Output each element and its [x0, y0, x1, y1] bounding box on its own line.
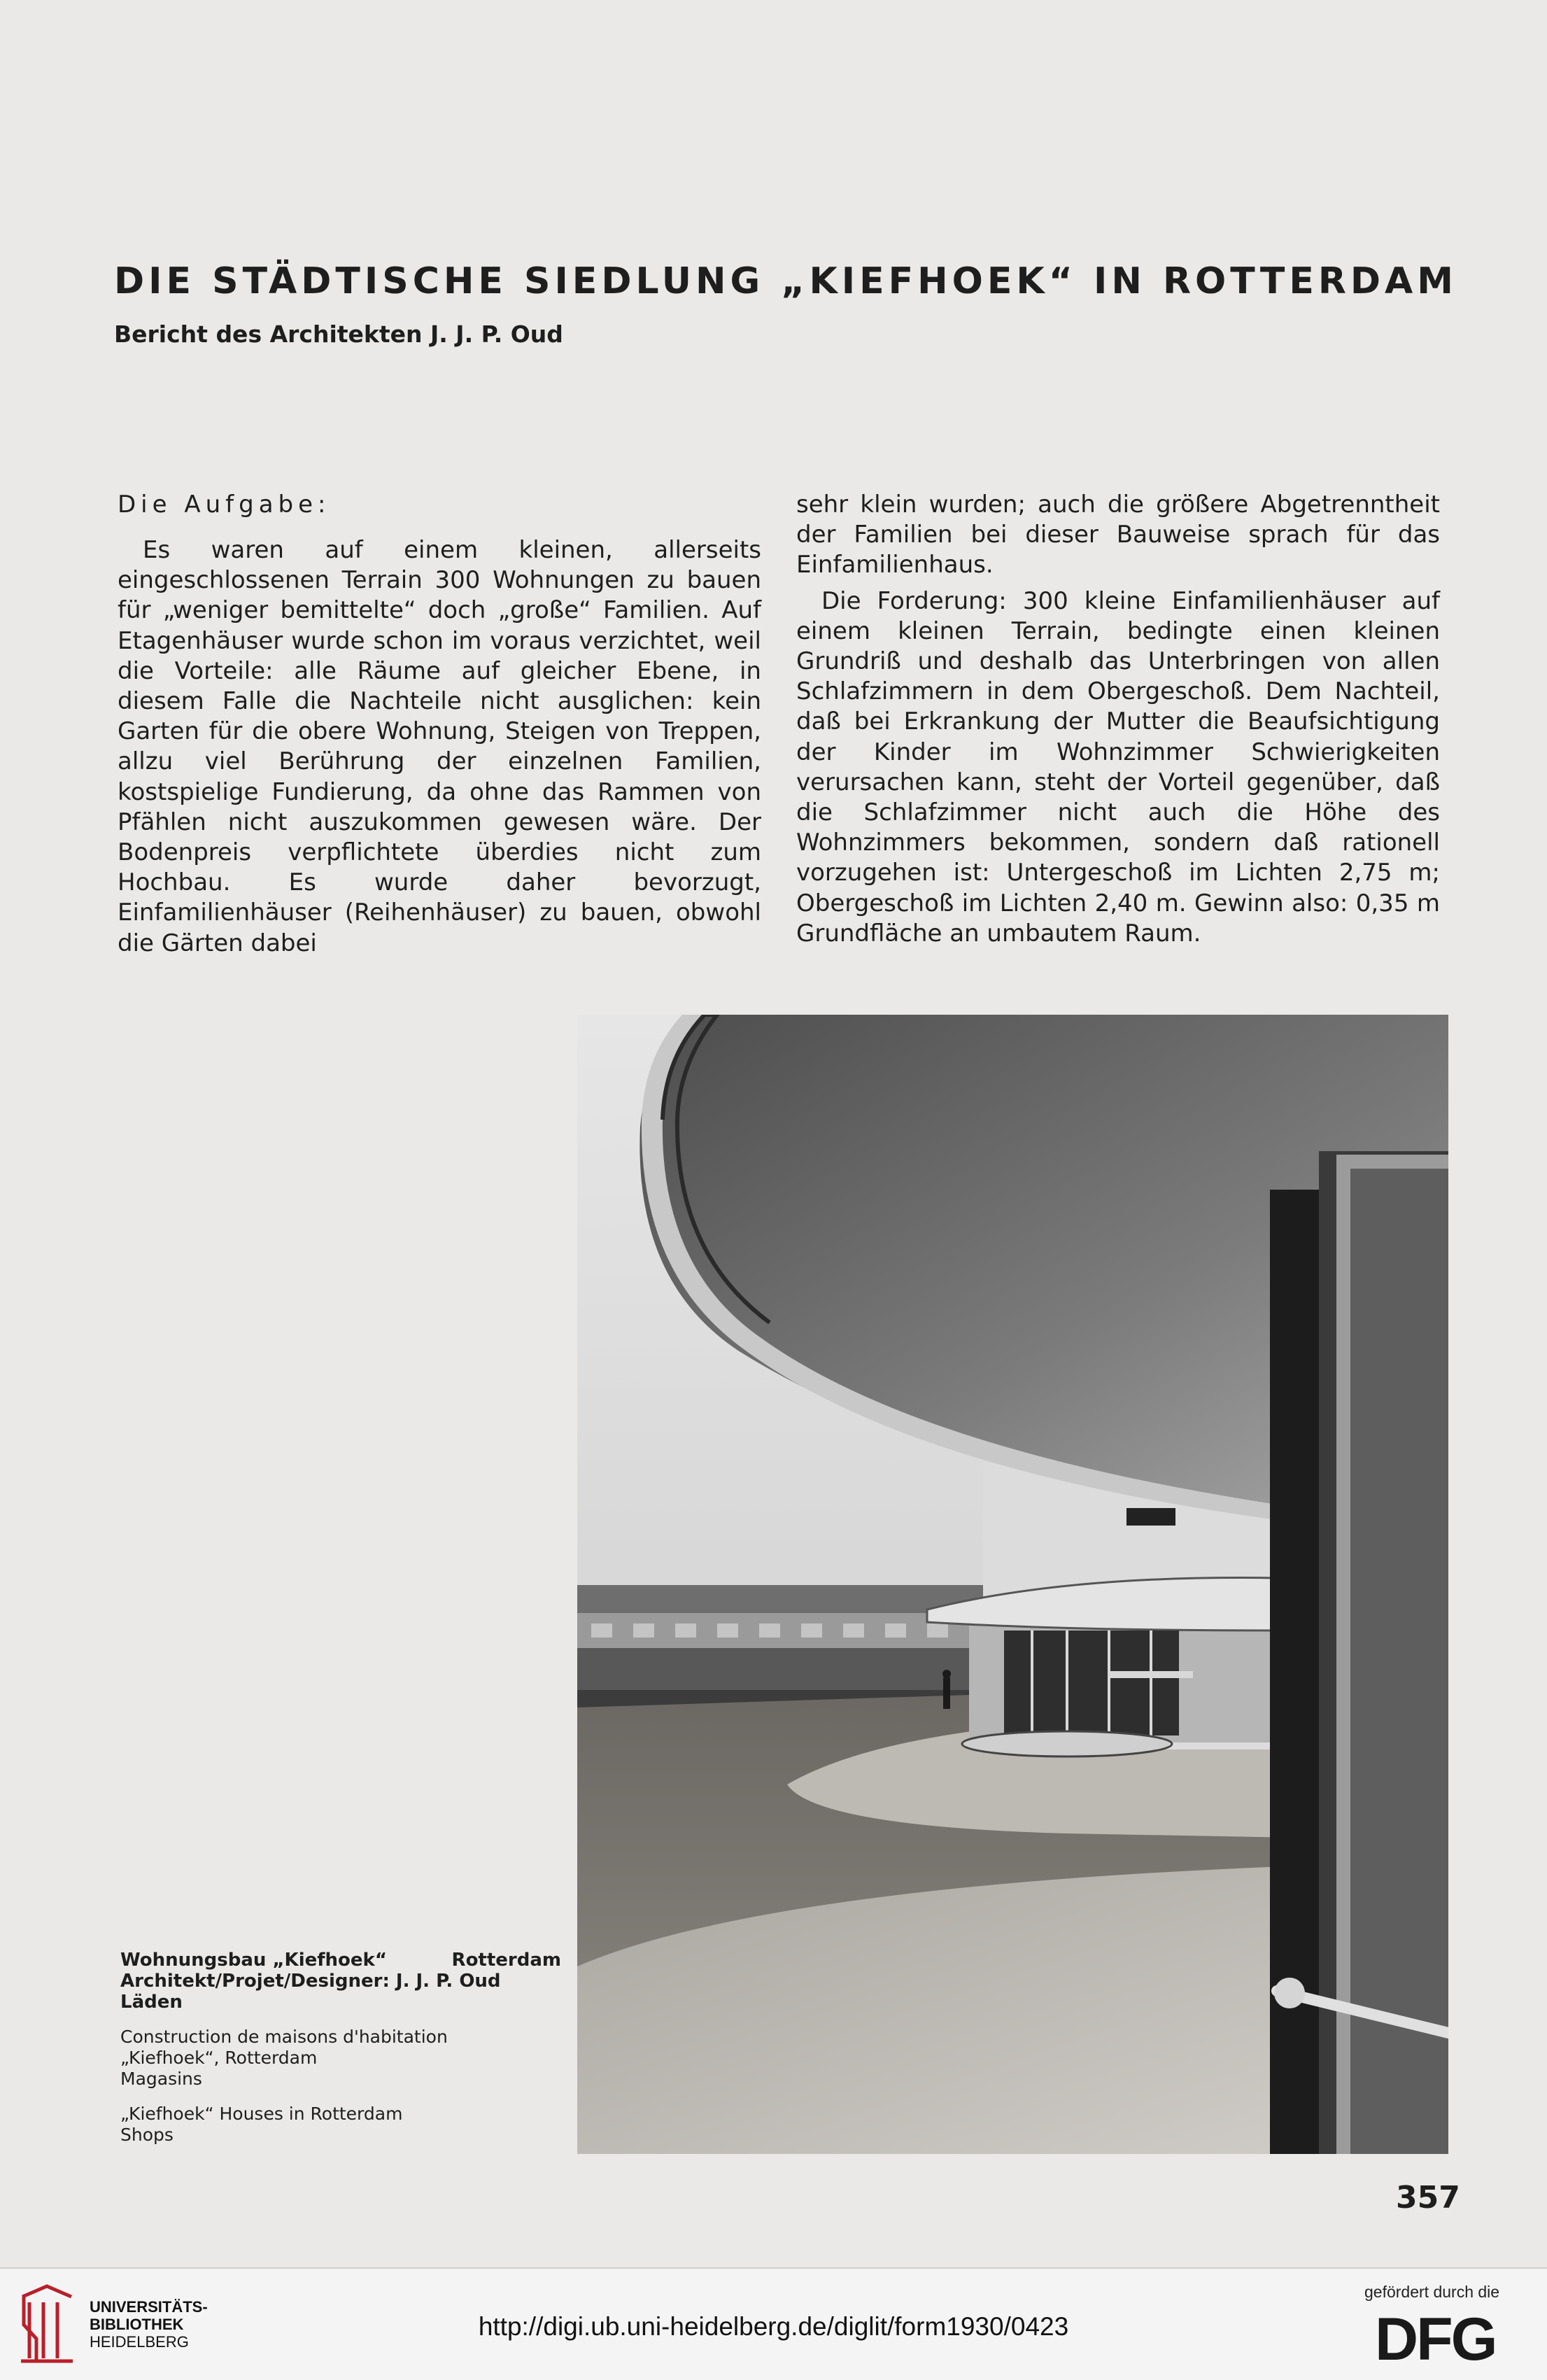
photo-caption — [120, 1950, 561, 2146]
article-subtitle: Bericht des Architekten J. J. P. Oud — [114, 321, 563, 348]
library-line: UNIVERSITÄTS- — [90, 2298, 208, 2316]
caption-line: „Kiefhoek“ Houses in Rotterdam — [120, 2104, 403, 2124]
page-number: 357 — [1396, 2180, 1460, 2216]
library-line: HEIDELBERG — [90, 2333, 189, 2351]
text-column-left — [118, 490, 761, 959]
caption-city: Rotterdam — [451, 1950, 561, 1971]
paragraph: Die Forderung: 300 kleine Einfamilienhäuser auf einem kleinen Terrain, bedingte einen kleinen Grundriß und deshalb das Unterbringen von allen Schlafzimmern in dem Obergeschoß. Dem Nachteil, daß bei Erkrankung der Mutter die Beaufsichtigung der Kinder im Wohnzimmer Schwierigkeiten verursachen kann, steht der Vorteil gegenüber, daß die Schlafzimmer nicht auch die Höhe des Wohnzimmers bekommen, sondern daß rationell vorzugehen ist: Untergeschoß im Lichten 2,75 m; Obergeschoß im Lichten 2,40 m. Gewinn also: 0,35 m Grundfläche an umbautem Raum. — [796, 586, 1440, 948]
shop-building-photo — [577, 1015, 1448, 2154]
caption-type: Läden — [120, 1992, 183, 2013]
permalink-url[interactable]: http://digi.ub.uni-heidelberg.de/diglit/form1930/0423 — [478, 2312, 1069, 2341]
funding-label: gefördert durch die — [1364, 2283, 1500, 2301]
caption-line: Construction de maisons d'habitation — [120, 2027, 448, 2047]
caption-title: Wohnungsbau „Kiefhoek“ — [120, 1950, 387, 1971]
paragraph: Es waren auf einem kleinen, allerseits eingeschlossenen Terrain 300 Wohnungen zu bauen für „weniger bemittelte“ doch „große“ Familien. Auf Etagenhäuser wurde schon im voraus verzichtet, weil die Vorteile: alle Räume auf gleicher Ebene, in diesem Falle die Nachteile nicht ausglichen: kein Garten für die obere Wohnung, Steigen von Treppen, allzu viel Berührung der einzelnen Familien, kostspielige Fundierung, da ohne das Rammen von Pfählen nicht auszukommen gewesen wäre. Der Bodenpreis verpflichtete überdies nicht zum Hochbau. Es wurde daher bevorzugt, Einfamilienhäuser (Reihenhäuser) zu bauen, obwohl die Gärten dabei — [118, 536, 761, 957]
viewer-footer — [0, 2267, 1547, 2380]
article-title: DIE STÄDTISCHE SIEDLUNG „KIEFHOEK“ IN ROTTERDAM — [114, 260, 1458, 302]
caption-line: „Kiefhoek“, Rotterdam — [120, 2048, 318, 2068]
section-heading: Die Aufgabe: — [118, 491, 331, 519]
caption-architect: Architekt/Projet/Designer: J. J. P. Oud — [120, 1971, 501, 1992]
caption-english — [120, 2104, 561, 2146]
dfg-logo[interactable]: DFG — [1375, 2306, 1496, 2373]
library-line: BIBLIOTHEK — [90, 2316, 184, 2333]
caption-line: Shops — [120, 2125, 174, 2145]
caption-french — [120, 2027, 561, 2090]
caption-line: Magasins — [120, 2069, 202, 2089]
paragraph: sehr klein wurden; auch die größere Abgetrenntheit der Familien bei dieser Bauweise sprach für das Einfamilienhaus. — [796, 491, 1440, 579]
text-column-right — [796, 490, 1440, 949]
